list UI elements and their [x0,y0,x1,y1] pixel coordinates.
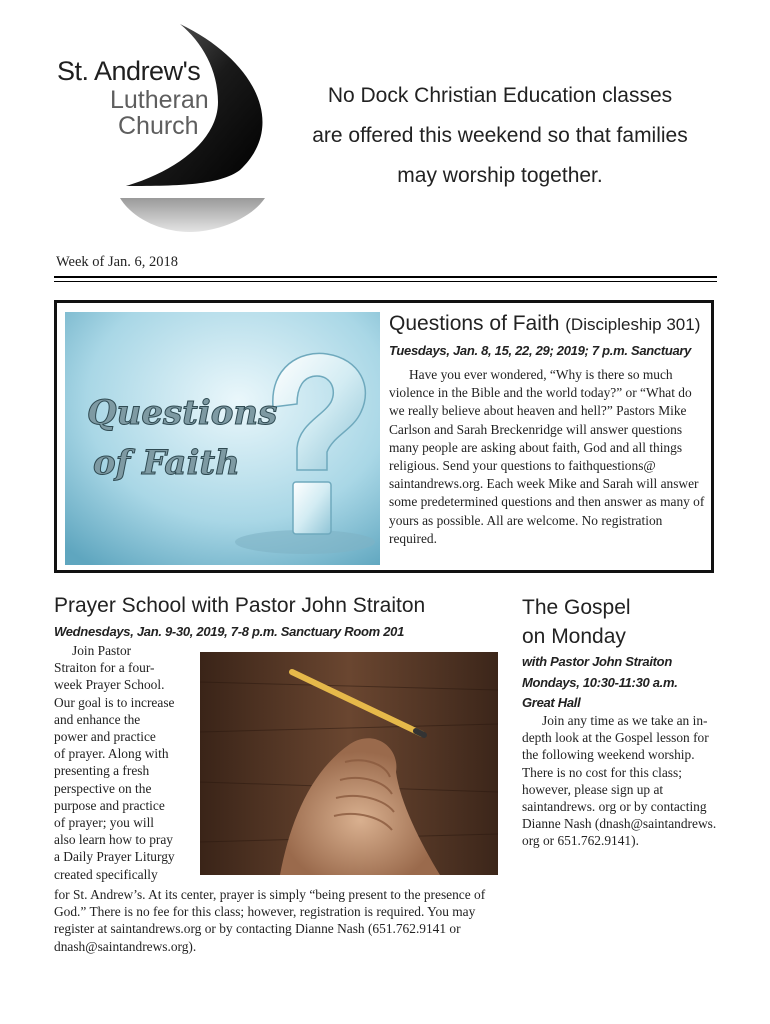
prayer-body-line: Join Pastor [72,643,132,658]
header-message-line2: are offered this weekend so that families [312,124,688,147]
prayer-body-line: a Daily Prayer Liturgy [54,849,175,865]
header-rule-thin [54,281,717,282]
logo-name-line1: St. Andrew's [57,56,201,86]
header-rule [54,276,717,278]
gospel-title-line1: The Gospel [522,596,631,619]
logo-name-line2: Lutheran [110,86,209,114]
logo-name-line3: Church [118,112,199,140]
gospel-monday-body: Join any time as we take an in-depth look at the Gospel lesson for the following weekend worship. There is no cost for this class; however, please sign up at saintandrews. org or by contacting Dianne Nash (dnash@saintandrews. org or 651.762.9141). [522,713,717,849]
prayer-body-line: also learn how to pray [54,832,173,848]
questions-image-text-line1: Questions [87,393,278,433]
prayer-body-line: presenting a fresh [54,763,150,779]
prayer-body-line: week Prayer School. [54,677,165,693]
prayer-body-line: Straiton for a four- [54,660,155,676]
header-message-line3: may worship together. [397,164,603,187]
prayer-body-line: Our goal is to increase [54,694,175,710]
prayer-body-line: of prayer. Along with [54,746,169,762]
prayer-body-line: and enhance the [54,711,141,727]
questions-of-faith-dates: Tuesdays, Jan. 8, 15, 22, 29; 2019; 7 p.m. Sanctuary [389,343,692,358]
prayer-body-line: of prayer; you will [54,815,155,831]
prayer-school-body-wrapped [54,642,200,883]
questions-of-faith-title-main: Questions of Faith [389,312,560,335]
prayer-body-line: purpose and practice [54,797,165,813]
prayer-body-line: power and practice [54,729,156,745]
prayer-school-dates: Wednesdays, Jan. 9-30, 2019, 7-8 p.m. Sanctuary Room 201 [54,624,405,639]
gospel-title-line2: on Monday [522,625,626,648]
prayer-school-title: Prayer School with Pastor John Straiton [54,594,426,617]
gospel-location: Great Hall [522,695,581,710]
questions-of-faith-image [65,312,380,565]
prayer-body-line: perspective on the [54,780,152,796]
gospel-monday-details [522,652,678,714]
prayer-body-line: created specifically [54,866,158,882]
questions-of-faith-title [389,312,700,336]
gospel-leader: with Pastor John Straiton [522,654,672,669]
gospel-monday-title [522,593,631,651]
header-message-line1: No Dock Christian Education classes [327,84,673,107]
week-of-date: Week of Jan. 6, 2018 [56,254,179,270]
gospel-time: Mondays, 10:30-11:30 a.m. [522,674,678,690]
questions-image-text-line2: of Faith [93,443,240,483]
questions-of-faith-subtitle: (Discipleship 301) [565,315,701,334]
header-message [300,76,700,196]
questions-of-faith-body: Have you ever wondered, “Why is there so much violence in the Bible and the world today?” or “What do we really believe about heaven and hell?” Pastors Mike Carlson and Sarah Breckenridge will answer questions many people are asking about faith, God and all things religious. Send your questions to faithquestions@ saintandrews.org. Each week Mike and Sarah will answer some predetermined questions and then answer as many of yours as possible. All are welcome. No registration required. [389,367,705,546]
praying-hands-image [200,652,498,875]
prayer-school-body-rest: for St. Andrew’s. At its center, prayer is simply “being present to the presence of God.” There is no fee for this class; however, registration is required. You may register at saintandrews.org or by contacting Dianne Nash (651.762.9141 or dnash@saintandrews.org). [54,887,486,954]
